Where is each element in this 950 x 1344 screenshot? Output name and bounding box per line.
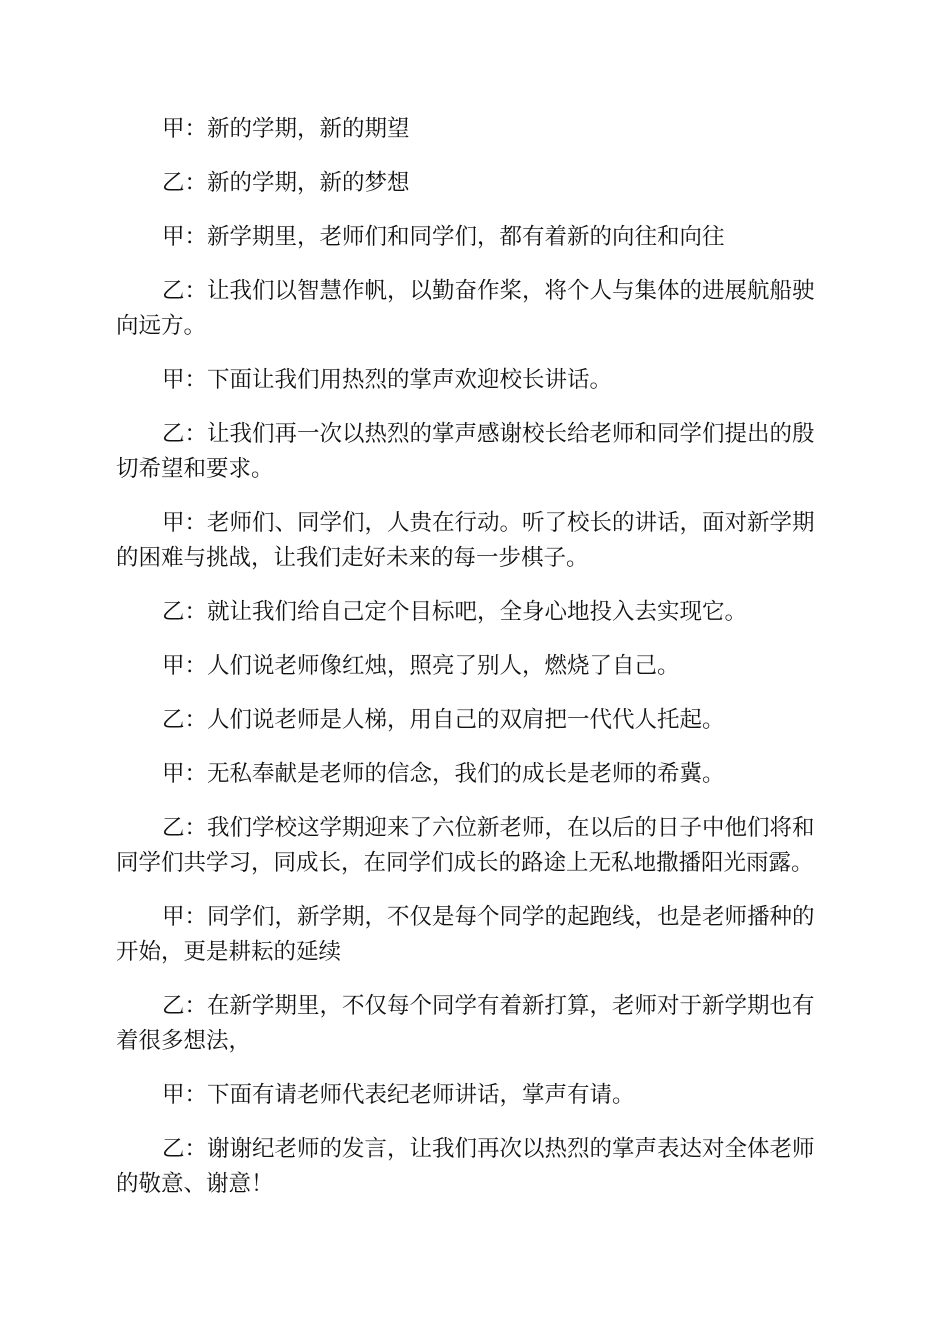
dialogue-line-2: 乙：新的学期，新的梦想 [162, 170, 410, 196]
dialogue-line-15: 甲：下面有请老师代表纪老师讲话，掌声有请。 [162, 1082, 635, 1108]
dialogue-line-1: 甲：新的学期，新的期望 [162, 116, 410, 142]
dialogue-line-11: 甲：无私奉献是老师的信念，我们的成长是老师的希冀。 [162, 761, 725, 787]
dialogue-line-4: 乙：让我们以智慧作帆，以勤奋作桨，将个人与集体的进展航船驶向远方。 [116, 278, 815, 339]
dialogue-line-8: 乙：就让我们给自己定个目标吧，全身心地投入去实现它。 [162, 599, 748, 625]
dialogue-line-10: 乙：人们说老师是人梯，用自己的双肩把一代代人托起。 [162, 707, 725, 733]
dialogue-line-5: 甲：下面让我们用热烈的掌声欢迎校长讲话。 [162, 367, 613, 393]
dialogue-line-7: 甲：老师们、同学们，人贵在行动。听了校长的讲话，面对新学期的困难与挑战，让我们走好未来的每一步棋子。 [116, 510, 815, 571]
dialogue-line-6: 乙：让我们再一次以热烈的掌声感谢校长给老师和同学们提出的殷切希望和要求。 [116, 421, 815, 482]
dialogue-line-9: 甲：人们说老师像红烛，照亮了别人，燃烧了自己。 [162, 653, 680, 679]
dialogue-line-3: 甲：新学期里，老师们和同学们，都有着新的向往和向往 [162, 224, 725, 250]
dialogue-line-12: 乙：我们学校这学期迎来了六位新老师，在以后的日子中他们将和同学们共学习，同成长，在同学们成长的路途上无私地撒播阳光雨露。 [116, 815, 815, 876]
dialogue-line-13: 甲：同学们，新学期，不仅是每个同学的起跑线，也是老师播种的开始，更是耕耘的延续 [116, 904, 815, 965]
dialogue-line-14: 乙：在新学期里，不仅每个同学有着新打算，老师对于新学期也有着很多想法， [116, 993, 815, 1054]
dialogue-line-16: 乙：谢谢纪老师的发言，让我们再次以热烈的掌声表达对全体老师的敬意、谢意！ [116, 1136, 815, 1197]
document-body [116, 112, 836, 1221]
